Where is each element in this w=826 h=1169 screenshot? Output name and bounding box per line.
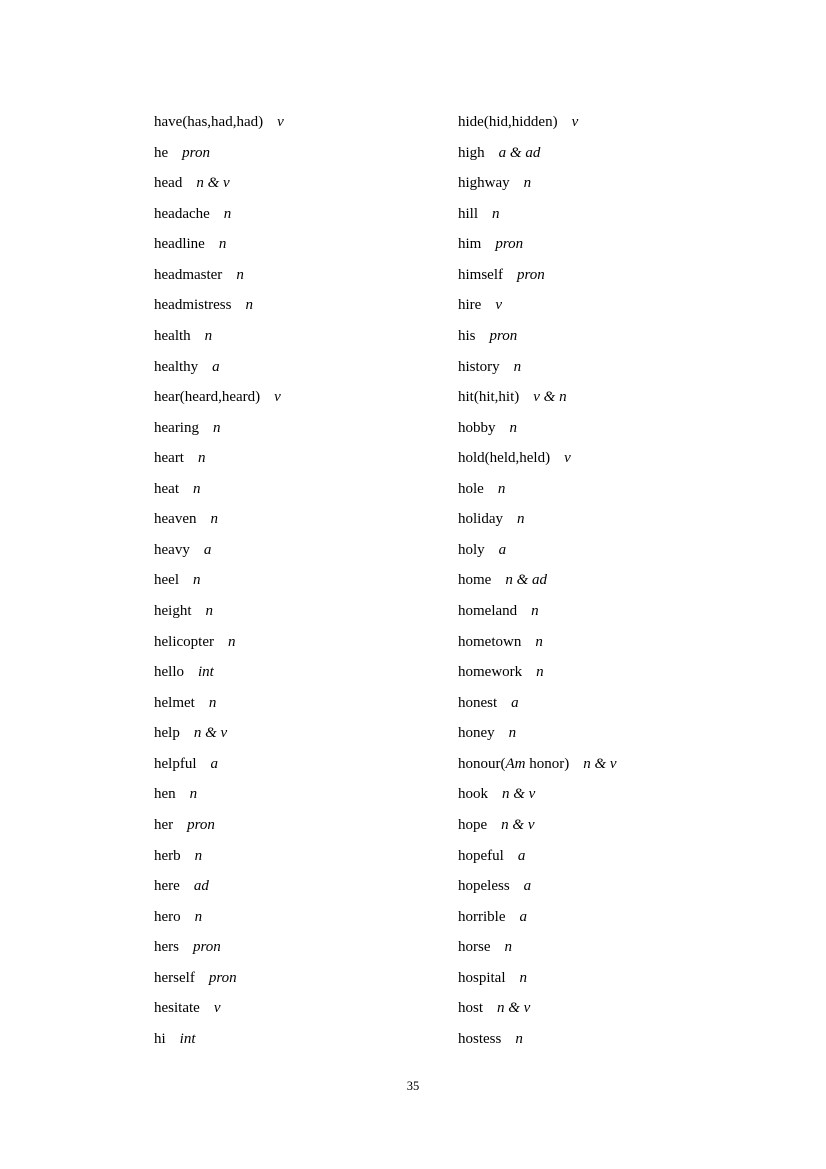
word-entry [154, 382, 454, 413]
word-text: he [154, 144, 169, 161]
word-text: heavy [154, 541, 190, 558]
pos-tag: n [205, 603, 213, 619]
word-text: hi [154, 1030, 166, 1047]
pos-tag: n [223, 205, 232, 222]
word-text: horse [458, 939, 491, 956]
word-text: hopeless [458, 878, 510, 895]
word-text: hero [154, 908, 181, 925]
word-text: hobby [458, 419, 496, 436]
word-entry [458, 779, 758, 810]
pos-tag: pron [208, 969, 237, 986]
pos-tag: pron [187, 816, 215, 833]
word-text: heaven [154, 511, 197, 528]
word-text: hostess [458, 1030, 502, 1047]
pos-tag: n & v [193, 725, 228, 742]
word-entry [154, 627, 454, 658]
word-text: head [154, 175, 183, 192]
word-entry [154, 963, 454, 994]
word-entry [458, 290, 758, 321]
word-text: here [154, 878, 180, 895]
pos-tag: n & v [196, 175, 230, 192]
word-entry [154, 657, 454, 688]
word-entry [458, 413, 758, 444]
pos-tag: n [218, 236, 227, 253]
word-entry [458, 749, 758, 780]
pos-tag: pron [495, 236, 524, 253]
pos-tag: v [495, 297, 502, 314]
word-text: hook [458, 786, 488, 803]
word-entry [154, 535, 454, 566]
pos-tag: v [564, 450, 571, 467]
word-entry [154, 932, 454, 963]
pos-tag: n [227, 633, 236, 650]
pos-tag: n [212, 419, 221, 436]
word-entry [458, 657, 758, 688]
word-text: hide(hid,hidden) [458, 114, 558, 130]
word-entry [154, 810, 454, 841]
word-entry [154, 474, 454, 505]
word-text: hen [154, 786, 176, 803]
word-entry [154, 229, 454, 260]
word-text: highway [458, 175, 510, 192]
pos-tag: v [274, 389, 281, 406]
word-entry [154, 749, 454, 780]
word-text: headmistress [154, 297, 232, 314]
word-text: hope [458, 816, 488, 833]
word-entry [458, 565, 758, 596]
word-text: honey [458, 725, 495, 742]
word-text: herself [154, 969, 195, 986]
word-entry [458, 443, 758, 474]
pos-tag: n [497, 480, 506, 497]
word-text: headmaster [154, 266, 223, 283]
pos-tag: n [523, 175, 532, 192]
word-text: hole [458, 480, 484, 497]
pos-tag: n & v [583, 755, 617, 772]
word-text: hospital [458, 969, 506, 986]
word-entry [154, 565, 454, 596]
pos-tag: n [236, 266, 244, 283]
word-entry [154, 596, 454, 627]
word-entry [458, 718, 758, 749]
pos-tag: n [531, 603, 539, 619]
word-text: homework [458, 664, 523, 681]
pos-tag: n [513, 358, 522, 375]
word-entry [154, 107, 454, 138]
pos-tag: n & v [501, 816, 535, 833]
page-number: 35 [406, 1079, 420, 1093]
word-entry [154, 902, 454, 933]
word-text: horrible [458, 908, 506, 925]
word-entry [458, 841, 758, 872]
word-entry [458, 932, 758, 963]
word-entry [154, 260, 454, 291]
word-entry [154, 168, 454, 199]
word-entry [154, 321, 454, 352]
word-entry [154, 290, 454, 321]
word-text: home [458, 572, 492, 589]
word-text: helicopter [154, 633, 214, 650]
word-text: history [458, 358, 500, 375]
pos-tag: v & n [533, 389, 567, 406]
pos-tag: a [210, 755, 218, 772]
word-text: himself [458, 266, 503, 283]
pos-tag: n [245, 297, 253, 314]
word-entry [458, 688, 758, 719]
word-entry [458, 596, 758, 627]
pos-tag: n & v [502, 786, 536, 803]
pos-tag: ad [193, 878, 209, 895]
word-text: headache [154, 205, 210, 222]
word-entry [154, 138, 454, 169]
pos-tag: n [517, 511, 525, 528]
word-text: hire [458, 297, 482, 314]
word-entry [458, 535, 758, 566]
pos-tag: n [197, 450, 206, 467]
word-entry [154, 413, 454, 444]
pos-tag: n [194, 847, 203, 864]
word-entry [154, 871, 454, 902]
word-text: help [154, 725, 180, 742]
pos-tag: n [189, 786, 198, 803]
pos-tag: pron [517, 266, 545, 283]
word-text: hometown [458, 633, 522, 650]
pos-tag: v [213, 1000, 221, 1017]
word-text: hill [458, 205, 479, 222]
word-entry [154, 779, 454, 810]
word-text: hesitate [154, 1000, 200, 1017]
pos-tag: n [192, 480, 201, 497]
pos-tag: pron [489, 327, 518, 344]
word-entry [458, 810, 758, 841]
pos-tag: int [198, 664, 214, 681]
pos-tag: n & v [497, 1000, 531, 1017]
pos-tag: a [511, 694, 519, 711]
word-entry [458, 168, 758, 199]
word-entry [458, 963, 758, 994]
pos-tag: a [498, 541, 507, 558]
word-text: heel [154, 572, 179, 589]
word-entry [154, 718, 454, 749]
word-text: his [458, 327, 476, 344]
word-entry [154, 841, 454, 872]
word-text: hold(held,held) [458, 450, 551, 467]
word-entry [458, 504, 758, 535]
word-entry [458, 260, 758, 291]
pos-tag: n & ad [505, 572, 547, 589]
pos-tag: a [203, 541, 212, 558]
word-text: hello [154, 664, 184, 681]
word-text: herb [154, 847, 181, 864]
word-list-column-left [154, 107, 454, 1054]
word-text: healthy [154, 358, 199, 375]
pos-tag: n [519, 969, 527, 986]
word-text: hit(hit,hit) [458, 389, 520, 406]
word-entry [458, 199, 758, 230]
word-entry [154, 1024, 454, 1055]
word-text: hopeful [458, 847, 504, 864]
word-text: helpful [154, 755, 197, 772]
word-entry [458, 871, 758, 902]
word-text: heart [154, 450, 184, 467]
pos-tag: pron [193, 939, 221, 956]
pos-tag: n [204, 327, 213, 344]
word-entry [458, 993, 758, 1024]
pos-tag: v [277, 114, 284, 130]
pos-tag: n [535, 633, 543, 650]
word-entry [154, 443, 454, 474]
pos-tag: n [508, 725, 517, 742]
pos-tag: n [192, 572, 201, 589]
word-text: headline [154, 236, 205, 253]
pos-tag: v [571, 114, 579, 130]
word-entry [458, 1024, 758, 1055]
word-entry [458, 138, 758, 169]
pos-tag: n [515, 1030, 523, 1047]
word-text: hearing [154, 419, 199, 436]
pos-tag: a [523, 878, 532, 895]
pos-tag: n [210, 511, 218, 528]
pos-tag: n [504, 939, 512, 956]
word-text: her [154, 816, 174, 833]
word-text: homeland [458, 603, 518, 619]
word-entry [458, 382, 758, 413]
word-entry [458, 229, 758, 260]
word-list-column-right [458, 107, 758, 1054]
word-text: host [458, 1000, 484, 1017]
word-entry [458, 352, 758, 383]
word-text: holy [458, 541, 485, 558]
word-text: honest [458, 694, 498, 711]
pos-tag: n [492, 205, 500, 222]
word-entry [458, 902, 758, 933]
pos-tag: n [509, 419, 517, 436]
pos-tag: a [212, 358, 220, 375]
word-entry [154, 688, 454, 719]
word-text: holiday [458, 511, 503, 528]
word-entry [458, 627, 758, 658]
word-text: hers [154, 939, 179, 956]
word-text: heat [154, 480, 179, 497]
pos-tag: a [519, 908, 527, 925]
word-entry [154, 993, 454, 1024]
word-entry [458, 107, 758, 138]
pos-tag: pron [182, 144, 210, 161]
word-entry [154, 504, 454, 535]
word-text: have(has,had,had) [154, 114, 264, 130]
pos-tag: n [536, 664, 544, 681]
word-entry [458, 321, 758, 352]
word-text: helmet [154, 694, 195, 711]
word-entry [154, 352, 454, 383]
word-text: high [458, 144, 485, 161]
pos-tag: n [208, 694, 217, 711]
word-text: height [154, 603, 192, 619]
pos-tag: a & ad [498, 144, 541, 161]
word-entry [154, 199, 454, 230]
word-text: honour(Am honor) [458, 755, 570, 772]
word-text: hear(heard,heard) [154, 389, 261, 406]
word-text: him [458, 236, 482, 253]
word-text: health [154, 327, 191, 344]
pos-tag: n [194, 908, 203, 925]
word-entry [458, 474, 758, 505]
pos-tag: a [517, 847, 526, 864]
pos-tag: int [179, 1030, 196, 1047]
